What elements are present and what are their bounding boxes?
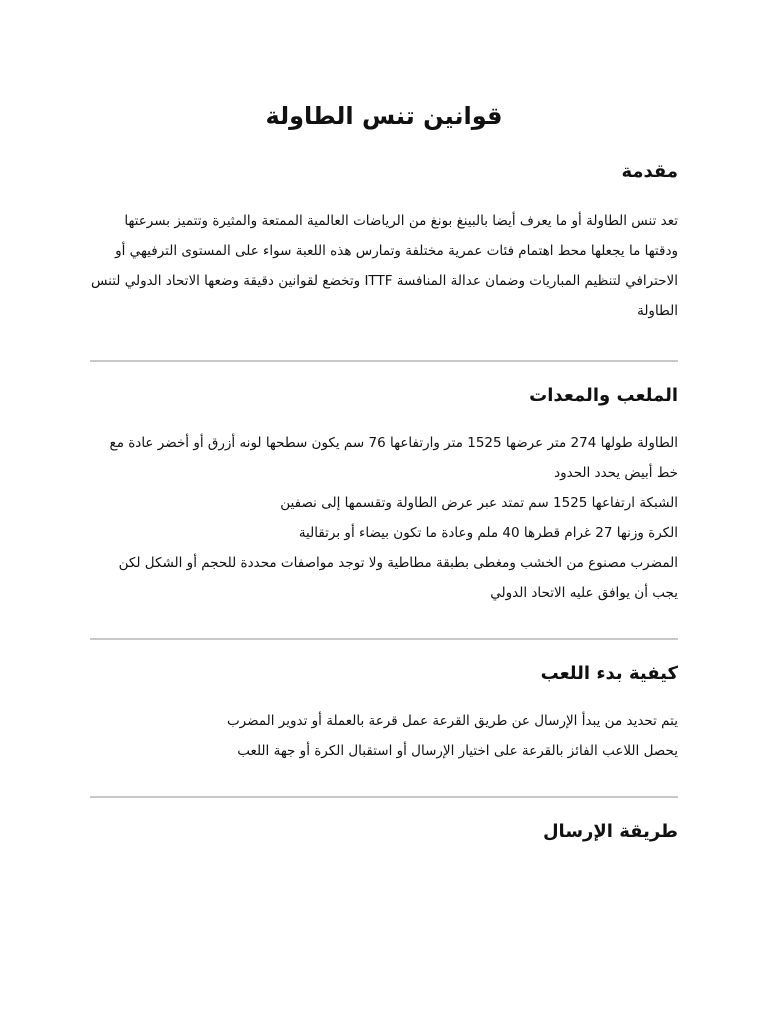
section-divider — [90, 638, 678, 640]
section-how-to-start — [90, 660, 678, 766]
section-heading-court-equipment: الملعب والمعدات — [529, 385, 678, 406]
section-heading-introduction: مقدمة — [621, 161, 678, 182]
start-item-toss: يتم تحديد من يبدأ الإرسال عن طريق القرعة عمل قرعة بالعملة أو تدوير المضرب — [226, 713, 678, 729]
start-item-winner-choice: يحصل اللاعب الفائز بالقرعة على اختيار الإرسال أو استقبال الكرة أو جهة اللعب — [237, 743, 678, 759]
court-item-table: الطاولة طولها 274 متر عرضها 1525 متر وارتفاعها 76 سم يكون سطحها لونه أزرق أو أخضر عادة مع خط أبيض يحدد الحدود — [109, 435, 678, 481]
court-item-net: الشبكة ارتفاعها 1525 سم تمتد عبر عرض الطاولة وتقسمها إلى نصفين — [280, 495, 678, 511]
section-serving — [90, 818, 678, 846]
court-item-ball: الكرة وزنها 27 غرام قطرها 40 ملم وعادة ما تكون بيضاء أو برتقالية — [298, 525, 678, 541]
section-heading-serving: طريقة الإرسال — [542, 821, 678, 842]
section-introduction — [90, 158, 678, 326]
court-item-racket: المضرب مصنوع من الخشب ومغطى بطبقة مطاطية ولا توجد مواصفات محددة للحجم أو الشكل لكن يجب أن يوافق عليه الاتحاد الدولي — [118, 555, 678, 601]
section-court-equipment — [90, 382, 678, 608]
introduction-paragraph: تعد تنس الطاولة أو ما يعرف أيضا بالبينغ بونغ من الرياضات العالمية الممتعة والمثيرة وتتميز بسرعتها ودقتها ما يجعلها محط اهتمام فئات عمرية مختلفة وتمارس هذه اللعبة سواء على المستوى الترفيهي أو الاحترافي لتنظيم المباريات وضمان عدالة المنافسة ITTF وتخضع لقوانين دقيقة وضعها الاتحاد الدولي لتنس الطاولة — [90, 213, 678, 319]
section-divider — [90, 796, 678, 798]
section-heading-how-to-start: كيفية بدء اللعب — [540, 663, 678, 684]
section-divider — [90, 360, 678, 362]
document-title: قوانين تنس الطاولة — [265, 102, 503, 130]
